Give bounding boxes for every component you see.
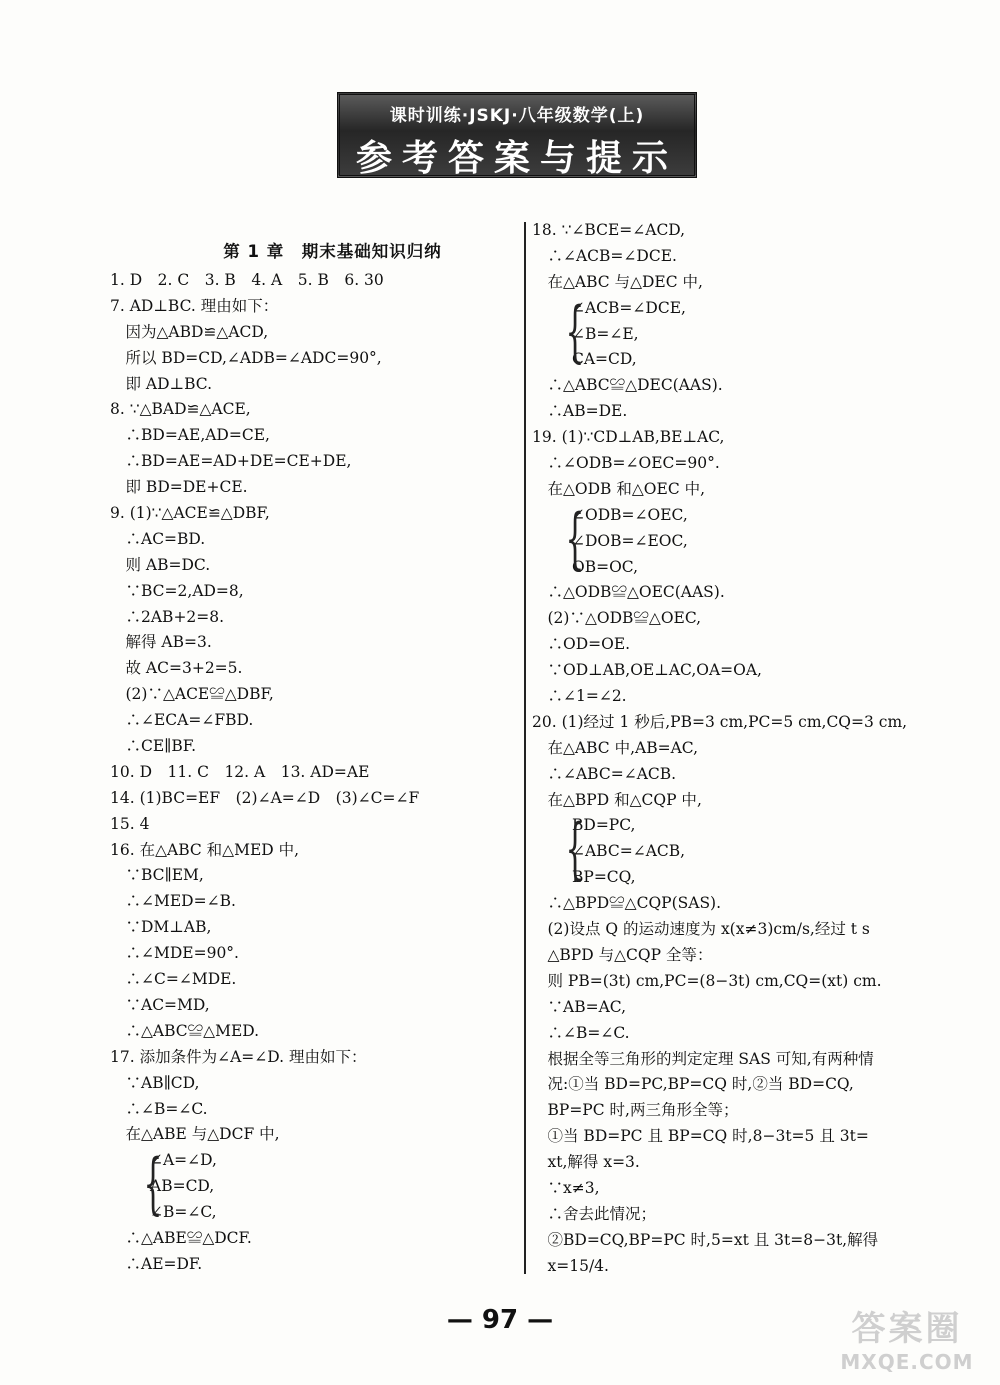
answer-line: xt,解得 x=3.	[532, 1153, 640, 1172]
brace-symbol: {	[565, 810, 585, 888]
brace-symbol: {	[565, 292, 585, 370]
answer-line: ∵BC=2,AD=8,	[110, 581, 244, 600]
answer-line: ∴舍去此情况；	[532, 1204, 657, 1223]
answer-line: ∵BC∥EM,	[110, 866, 204, 885]
left-column	[110, 218, 515, 1278]
left-brace-a	[110, 1145, 515, 1226]
answer-line: ∴△ABE≌△DCF.	[110, 1228, 252, 1247]
page-number: — 97 —	[446, 1305, 554, 1335]
answer-line: (2)∵△ODB≌△OEC,	[532, 609, 702, 628]
answer-line: 根据全等三角形的判定定理 SAS 可知,有两种情	[532, 1049, 874, 1068]
answer-line: 则 AB=DC.	[110, 555, 211, 574]
answer-line: x=15/4.	[532, 1256, 609, 1275]
right-lines-d	[532, 891, 952, 1279]
answer-line: ∴∠C=∠MDE.	[110, 970, 237, 989]
right-lines-a	[532, 218, 952, 296]
answer-line: ∴AB=DE.	[532, 402, 628, 421]
answer-line: ∵AB∥CD,	[110, 1073, 200, 1092]
answer-line: 解得 AB=3.	[110, 633, 212, 652]
answer-line: BP=PC 时,两三角形全等；	[532, 1101, 739, 1120]
brace-line: ∠A=∠D,	[150, 1151, 217, 1170]
answer-line: 16. 在△ABC 和△MED 中,	[110, 840, 300, 859]
answer-line: ∵AC=MD,	[110, 995, 210, 1014]
answer-line: ∴∠ODB=∠OEC=90°.	[532, 454, 720, 473]
answer-line: 在△ABC 与△DEC 中,	[532, 272, 703, 291]
answer-line: 即 BD=DE+CE.	[110, 478, 248, 497]
header-title: 参考答案与提示	[355, 138, 678, 179]
brace-line: ∠ACB=∠DCE,	[572, 298, 686, 317]
answer-line: ②BD=CQ,BP=PC 时,5=xt 且 3t=8−3t,解得	[532, 1230, 879, 1249]
answer-header-banner	[337, 92, 697, 178]
brace-line: ∠B=∠C,	[150, 1203, 217, 1222]
right-brace-a	[532, 292, 952, 374]
answer-line: ∵DM⊥AB,	[110, 918, 212, 937]
answer-line: ∴△ABC≌△DEC(AAS).	[532, 376, 723, 395]
column-divider	[524, 222, 526, 1274]
answer-line: 14. (1)BC=EF (2)∠A=∠D (3)∠C=∠F	[110, 788, 420, 807]
answer-line: 因为△ABD≌△ACD,	[110, 322, 269, 341]
left-lines-a	[110, 268, 515, 1148]
right-brace-c	[532, 810, 952, 891]
answer-line: ∴∠MED=∠B.	[110, 892, 236, 911]
answer-line: ∴2AB+2=8.	[110, 607, 225, 626]
answer-line: 20. (1)经过 1 秒后,PB=3 cm,PC=5 cm,CQ=3 cm,	[532, 712, 908, 731]
brace-line: OB=OC,	[572, 557, 639, 576]
answer-line: 9. (1)∵△ACE≌△DBF,	[110, 504, 270, 523]
answer-line: 在△BPD 和△CQP 中,	[532, 790, 702, 809]
answer-line: (2)∵△ACE≌△DBF,	[110, 685, 274, 704]
answer-line: ∴∠ACB=∠DCE.	[532, 246, 677, 265]
brace-line: ∠DOB=∠EOC,	[572, 531, 688, 550]
section-title: 第 1 章 期末基础知识归纳	[223, 242, 442, 261]
answer-line: 则 PB=(3t) cm,PC=(8−3t) cm,CQ=(xt) cm.	[532, 971, 882, 990]
watermark-bottom: MXQE.COM	[840, 1350, 974, 1374]
right-column	[532, 218, 952, 1280]
answer-line: △BPD 与△CQP 全等：	[532, 945, 713, 964]
answer-line: ∴∠MDE=90°.	[110, 944, 239, 963]
answer-line: 在△ABC 中,AB=AC,	[532, 738, 699, 757]
answer-line: ①当 BD=PC 且 BP=CQ 时,8−3t=5 且 3t=	[532, 1127, 869, 1146]
left-lines-b	[110, 1226, 515, 1278]
answer-line: ∴BD=AE,AD=CE,	[110, 426, 270, 445]
answer-line: ∴AC=BD.	[110, 529, 206, 548]
answer-line: 15. 4	[110, 814, 150, 833]
answer-line: 19. (1)∵CD⊥AB,BE⊥AC,	[532, 428, 725, 447]
right-lines-b	[532, 373, 952, 502]
answer-line: ∴∠ECA=∠FBD.	[110, 711, 254, 730]
answer-line: 18. ∵∠BCE=∠ACD,	[532, 221, 686, 239]
answer-line: 在△ODB 和△OEC 中,	[532, 479, 706, 498]
watermark-logo	[832, 1301, 982, 1374]
answer-line: 即 AD⊥BC.	[110, 374, 213, 393]
answer-line: ∴∠B=∠C.	[532, 1023, 630, 1042]
brace-line: ∠ODB=∠OEC,	[572, 505, 688, 524]
watermark-top: 答案圈	[851, 1309, 963, 1349]
brace-line: CA=CD,	[572, 350, 637, 369]
answer-line: ∵OD⊥AB,OE⊥AC,OA=OA,	[532, 661, 762, 680]
right-lines-c	[532, 580, 952, 813]
answer-line: ∴CE∥BF.	[110, 737, 196, 756]
answer-line: ∴∠1=∠2.	[532, 687, 627, 706]
answer-line: ∴△ODB≌△OEC(AAS).	[532, 583, 725, 602]
answer-line: 8. ∵△BAD≌△ACE,	[110, 400, 251, 419]
brace-symbol: {	[143, 1145, 163, 1223]
answer-line: ∴∠B=∠C.	[110, 1099, 208, 1118]
brace-line: ∠ABC=∠ACB,	[572, 842, 686, 861]
answer-line: 7. AD⊥BC. 理由如下：	[110, 296, 279, 315]
answer-line: 1. D 2. C 3. B 4. A 5. B 6. 30	[110, 271, 384, 289]
brace-line: BP=CQ,	[572, 868, 636, 887]
answer-line: ∴△BPD≌△CQP(SAS).	[532, 894, 722, 913]
answer-line: ∴BD=AE=AD+DE=CE+DE,	[110, 452, 352, 471]
answer-line: (2)设点 Q 的运动速度为 x(x≠3)cm/s,经过 t s	[532, 920, 870, 939]
answer-line: 17. 添加条件为∠A=∠D. 理由如下：	[110, 1047, 367, 1066]
answer-line: ∵x≠3,	[532, 1178, 600, 1197]
answer-line: 故 AC=3+2=5.	[110, 659, 243, 678]
brace-symbol: {	[565, 499, 585, 577]
answer-line: 所以 BD=CD,∠ADB=∠ADC=90°,	[110, 348, 382, 367]
answer-line: ∵AB=AC,	[532, 997, 626, 1016]
brace-line: AB=CD,	[150, 1177, 215, 1196]
answer-line: 10. D 11. C 12. A 13. AD=AE	[110, 762, 370, 781]
answer-line: ∴AE=DF.	[110, 1254, 203, 1273]
brace-line: ∠B=∠E,	[572, 324, 639, 343]
answer-line: ∴∠ABC=∠ACB.	[532, 764, 677, 783]
answer-line: ∴△ABC≌△MED.	[110, 1021, 260, 1040]
right-brace-b	[532, 499, 952, 581]
brace-line: BD=PC,	[572, 816, 636, 835]
header-subtitle: 课时训练·JSKJ·八年级数学(上)	[389, 106, 645, 126]
answer-line: 况:①当 BD=PC,BP=CQ 时,②当 BD=CQ,	[532, 1075, 854, 1094]
answer-line: ∴OD=OE.	[532, 635, 631, 654]
answer-line: 在△ABE 与△DCF 中,	[110, 1125, 280, 1144]
